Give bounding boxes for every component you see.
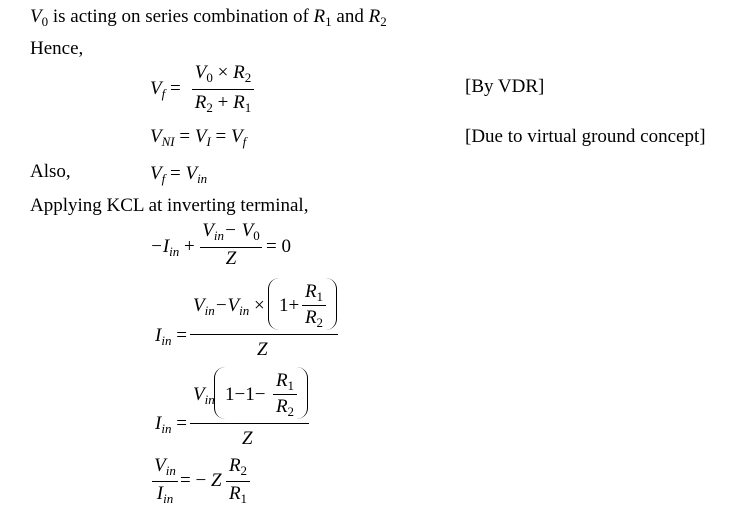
eq-vni-v3: V [231,126,243,147]
eq-final-rhs-num-r: R [228,455,241,476]
eq-also-eq: = [169,163,181,184]
eq-kcl-plus: + [184,236,195,257]
intro-middle: is acting on series combination of [52,6,309,27]
eq-iin1-lhs-i: I [155,325,162,346]
also-label: Also, [30,161,71,182]
eq-final-rhs-den-sub: 1 [240,491,248,506]
eq-vf-plus: + [217,92,229,113]
eq-final-lhs-fraction [152,455,178,507]
eq-vf-note: [By VDR] [465,76,545,97]
intro-r1-sub: 1 [325,14,332,29]
eq-iin2-lhs-i: I [155,413,162,434]
intro-r2: R [368,6,381,27]
eq-kcl-minus-i: −I [150,236,170,257]
eq-final-den [152,483,178,507]
eq-iin1-lhs [155,325,187,349]
eq-iin2-inner-num [273,370,297,394]
eq-iin2-inner-den [273,396,297,420]
intro-r2-sub: 2 [380,14,387,29]
eq-iin2-numerator [193,384,215,408]
eq-final-num-v: V [154,455,166,476]
eq-final-num-sub: in [165,463,176,478]
eq-iin1-paren-text: 1+ [279,295,300,316]
eq-vf-lhs [150,78,181,102]
eq-final-den-sub: in [163,491,174,506]
eq-vf-den-r1: R [233,92,245,113]
eq-vf-times: × [217,62,229,83]
eq-vf-num-v: V [194,62,207,83]
eq-kcl-num-sub2: 0 [253,228,260,243]
eq-iin1-num-b-sub: in [239,303,250,318]
eq-vni-eq1: = [179,126,191,147]
eq-iin2-lhs [155,413,187,437]
eq-iin2-inner-den-r: R [275,396,288,417]
intro-v0: V [30,6,42,27]
eq-vf-den-r2-sub: 2 [206,100,213,115]
eq-kcl-lhs [150,236,195,260]
eq-iin2-inner-num-sub: 1 [287,378,295,393]
eq-iin2-num-a-sub: in [204,392,215,407]
eq-iin1-inner-den-r: R [304,307,317,328]
eq-kcl-num-sub1: in [213,228,225,243]
eq-kcl-den: Z [225,248,237,269]
eq-vf-lhs-sub: f [161,86,166,101]
eq-iin2-paren-right [297,367,308,419]
eq-vf-num-v-sub: 0 [206,70,213,85]
eq-iin2-equals: = [176,413,187,434]
eq-final-equals [180,470,222,492]
eq-vni [150,126,246,150]
eq-iin1-den: Z [257,339,268,360]
eq-final-den-i: I [156,483,164,504]
intro-and: and [336,6,364,27]
intro-line [30,6,387,30]
eq-vf-num-r-sub: 2 [244,70,252,85]
hence-label: Hence, [30,38,84,59]
eq-iin1-lhs-sub: in [161,333,172,348]
eq-also-v2-sub: in [197,171,208,186]
eq-vni-eq2: = [215,126,227,147]
eq-iin1-num-a-sub: in [204,303,215,318]
eq-also-v1-sub: f [161,171,166,186]
eq-final-rhs-den-r: R [228,483,241,504]
eq-iin2-num-a: V [193,384,205,405]
eq-vf-num-r: R [233,62,245,83]
eq-vni-v1-sub: NI [161,134,175,149]
eq-final-rhs-den [226,483,250,507]
eq-vf-lhs-v: V [150,78,162,99]
kcl-label: Applying KCL at inverting terminal, [30,195,309,216]
eq-vni-note: [Due to virtual ground concept] [465,126,706,147]
eq-final-rhs-num [226,455,250,479]
eq-iin1-inner-bar [302,305,326,306]
eq-vf-equals: = [169,78,181,99]
eq-iin1-times: × [254,295,265,316]
eq-iin1-main-bar [190,334,338,335]
intro-r1: R [313,6,326,27]
eq-final-rhs-fraction [226,455,250,507]
eq-vf-bar [192,89,254,90]
eq-also-v1: V [150,163,162,184]
eq-final-rhs-num-sub: 2 [240,463,248,478]
eq-kcl-num-minus: − V [224,220,254,241]
eq-iin2-paren-text: 1−1− [225,384,266,405]
eq-iin2-paren-left [214,367,225,419]
eq-iin1-inner-den-sub: 2 [316,315,324,330]
eq-iin2-inner-num-r: R [275,370,288,391]
eq-iin1-inner-num-sub: 1 [316,289,324,304]
eq-kcl-fraction [200,220,262,272]
eq-final-lhs-bar [152,481,178,482]
eq-vni-v1: V [150,126,162,147]
eq-vf-denominator [192,92,254,116]
eq-final-equals-text: = − [180,470,207,491]
intro-v0-sub: 0 [41,14,49,29]
eq-iin1-inner-den [302,307,326,331]
eq-iin1-paren-left [268,278,279,330]
eq-iin1-inner-fraction [302,281,326,331]
eq-vf-den-r2: R [194,92,207,113]
eq-iin1-numerator [193,295,265,319]
eq-iin1-inner-num-r: R [304,281,317,302]
eq-final-rhs-bar [226,481,250,482]
eq-iin1-equals: = [176,325,187,346]
eq-also [150,163,207,187]
eq-iin1-num-a: V [193,295,205,316]
eq-iin2-den: Z [242,428,253,449]
eq-iin2-inner-den-sub: 2 [287,404,295,419]
eq-iin2-main-bar [190,423,309,424]
eq-kcl-rhs: = 0 [266,236,291,257]
eq-kcl-numerator [200,220,262,244]
eq-kcl-num-v: V [202,220,214,241]
eq-final-num [152,455,178,479]
eq-iin1-paren-right [326,278,337,330]
eq-vf-fraction [192,62,254,118]
eq-iin2-inner-bar [273,394,297,395]
eq-kcl-minus-i-sub: in [169,244,180,259]
eq-iin1-num-minus: −V [214,295,240,316]
eq-vni-v2: V [194,126,207,147]
eq-vf-numerator [192,62,254,86]
eq-final-z: Z [210,470,222,491]
eq-iin2-lhs-sub: in [161,421,172,436]
eq-vni-v2-sub: I [206,134,211,149]
eq-also-v2: V [185,163,198,184]
eq-iin2-inner-fraction [273,370,297,420]
eq-vni-v3-sub: f [242,134,247,149]
eq-iin1-inner-num [302,281,326,305]
eq-vf-den-r1-sub: 1 [244,100,252,115]
